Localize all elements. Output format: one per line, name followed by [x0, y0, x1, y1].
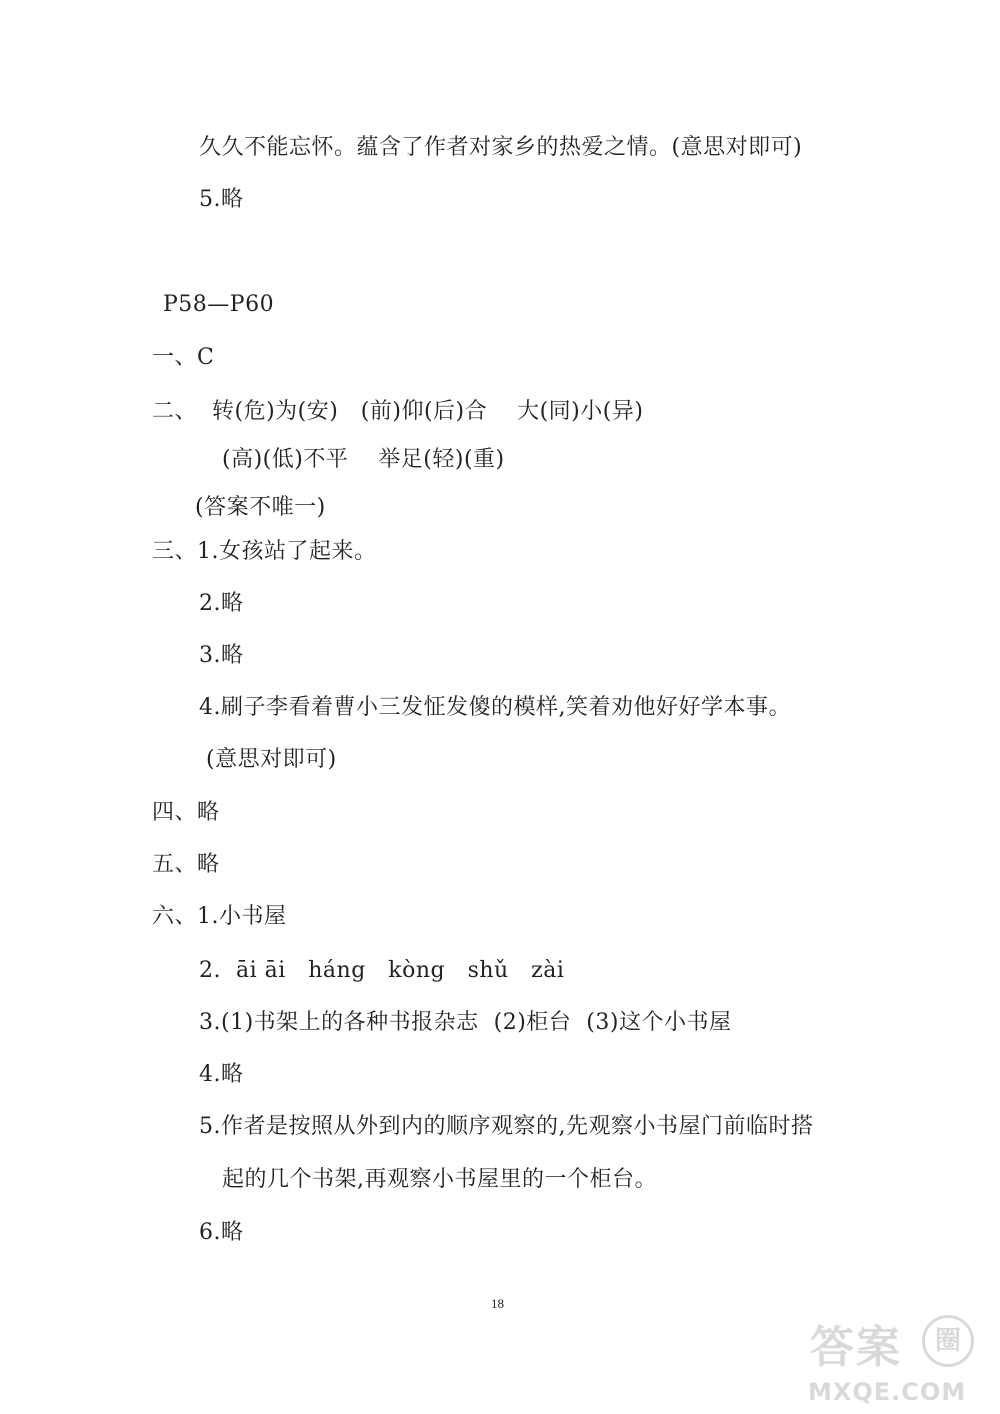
watermark-top-text: 答案	[810, 1322, 902, 1373]
text-line-18: 4.略	[199, 1062, 244, 1087]
watermark-circle: 圈	[922, 1315, 974, 1367]
text-line-15: 六、1.小书屋	[152, 904, 287, 929]
page-number: 18	[491, 1296, 504, 1311]
text-line-1: 久久不能忘怀。蕴含了作者对家乡的热爱之情。(意思对即可)	[199, 135, 803, 160]
text-line-4: 一、C	[152, 345, 215, 370]
text-line-19: 5.作者是按照从外到内的顺序观察的,先观察小书屋门前临时搭	[199, 1114, 814, 1139]
text-line-16: 2. āi āi háng kòng shǔ zài	[199, 958, 565, 983]
text-line-21: 6.略	[199, 1220, 244, 1245]
text-line-14: 五、略	[152, 852, 220, 877]
text-line-5: 二、 转(危)为(安) (前)仰(后)合 大(同)小(异)	[152, 399, 644, 424]
text-line-17: 3.(1)书架上的各种书报杂志 (2)柜台 (3)这个小书屋	[199, 1010, 732, 1035]
section-heading-pages: P58—P60	[163, 292, 275, 317]
text-line-9: 2.略	[199, 591, 244, 616]
text-line-7: (答案不唯一)	[195, 495, 326, 520]
text-line-13: 四、略	[152, 800, 220, 825]
text-line-8: 三、1.女孩站了起来。	[152, 539, 377, 564]
watermark-url-text: MXQE.COM	[808, 1378, 967, 1406]
text-line-2: 5.略	[199, 187, 244, 212]
watermark-logo	[806, 1311, 976, 1406]
text-line-20: 起的几个书架,再观察小书屋里的一个柜台。	[222, 1167, 657, 1192]
text-line-11: 4.刷子李看着曹小三发怔发傻的模样,笑着劝他好好学本事。	[199, 695, 791, 720]
text-line-12: (意思对即可)	[206, 747, 337, 772]
text-line-6: (高)(低)不平 举足(轻)(重)	[222, 447, 505, 472]
text-line-10: 3.略	[199, 643, 244, 668]
